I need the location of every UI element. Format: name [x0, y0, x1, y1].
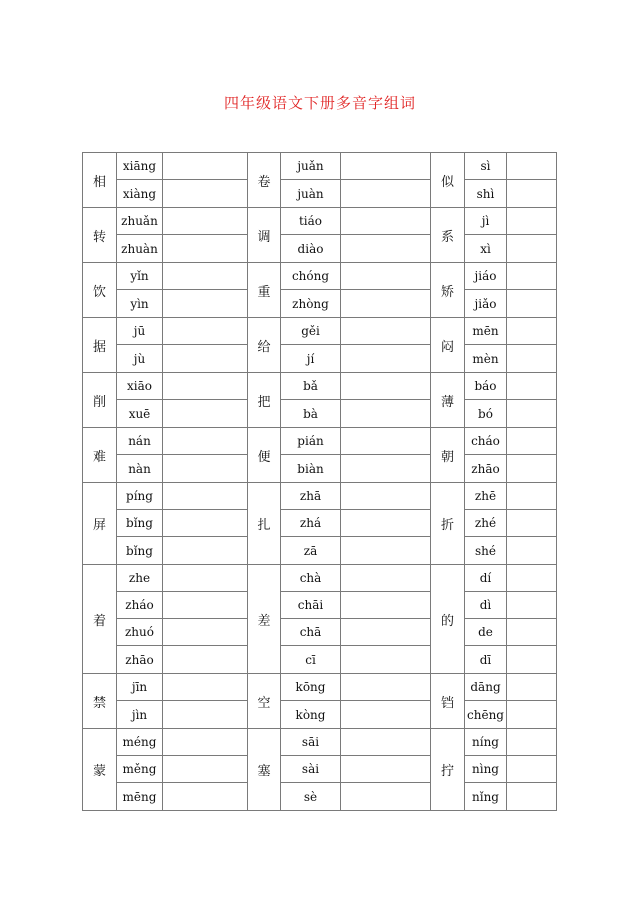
word-blank-cell[interactable] — [163, 646, 247, 673]
pinyin-cell: shé — [465, 537, 507, 564]
word-blank-cell[interactable] — [507, 153, 556, 179]
word-blank-cell[interactable] — [163, 565, 247, 591]
word-blank-cell[interactable] — [507, 510, 556, 536]
pinyin-cell: bó — [465, 400, 507, 427]
pinyin-cell: dī — [465, 646, 507, 673]
pinyin-cell: shì — [465, 180, 507, 207]
character-cell: 削 — [83, 373, 117, 427]
pinyin-cell: xiāng — [117, 153, 163, 179]
reading-row — [117, 783, 247, 810]
word-blank-cell[interactable] — [341, 318, 430, 344]
character-entry — [83, 483, 248, 564]
pinyin-cell: diào — [281, 235, 341, 262]
reading-row — [281, 674, 430, 701]
reading-row — [465, 729, 556, 756]
word-blank-cell[interactable] — [163, 400, 247, 427]
pinyin-cell: píng — [117, 483, 163, 509]
pinyin-cell: jū — [117, 318, 163, 344]
word-blank-cell[interactable] — [163, 208, 247, 234]
character-entry — [83, 318, 248, 372]
reading-row — [117, 619, 247, 646]
character-entry — [431, 373, 557, 427]
character-entry — [83, 208, 248, 262]
reading-row — [465, 373, 556, 400]
pinyin-cell: xuē — [117, 400, 163, 427]
word-blank-cell[interactable] — [163, 318, 247, 344]
character-cell: 朝 — [431, 428, 465, 482]
word-blank-cell[interactable] — [163, 455, 247, 482]
word-blank-cell[interactable] — [507, 483, 556, 509]
word-blank-cell[interactable] — [341, 592, 430, 618]
polyphone-table — [82, 152, 557, 811]
character-entry — [83, 428, 248, 482]
character-cell: 空 — [248, 674, 281, 728]
pinyin-cell: zháo — [117, 592, 163, 618]
reading-row — [281, 208, 430, 235]
table-row — [83, 483, 557, 565]
character-entry — [248, 729, 431, 810]
character-entry — [248, 674, 431, 728]
character-cell: 蒙 — [83, 729, 117, 810]
character-cell: 把 — [248, 373, 281, 427]
pinyin-cell: zā — [281, 537, 341, 564]
pinyin-cell: níng — [465, 729, 507, 755]
reading-row — [117, 674, 247, 701]
character-cell: 矫 — [431, 263, 465, 317]
character-entry — [431, 674, 557, 728]
pinyin-cell: jìn — [117, 701, 163, 728]
word-blank-cell[interactable] — [507, 318, 556, 344]
pinyin-cell: zhuàn — [117, 235, 163, 262]
pinyin-cell: zhuǎn — [117, 208, 163, 234]
word-blank-cell[interactable] — [341, 235, 430, 262]
word-blank-cell[interactable] — [163, 428, 247, 454]
pinyin-cell: xiāo — [117, 373, 163, 399]
reading-row — [465, 208, 556, 235]
character-entry — [431, 208, 557, 262]
reading-row — [465, 318, 556, 345]
reading-row — [465, 565, 556, 592]
character-cell: 据 — [83, 318, 117, 372]
reading-row — [465, 483, 556, 510]
word-blank-cell[interactable] — [507, 619, 556, 645]
reading-row — [117, 345, 247, 372]
reading-row — [281, 455, 430, 482]
pinyin-cell: yìn — [117, 290, 163, 317]
word-blank-cell[interactable] — [341, 208, 430, 234]
word-blank-cell[interactable] — [163, 483, 247, 509]
pinyin-cell: jiáo — [465, 263, 507, 289]
character-entry — [248, 318, 431, 372]
reading-row — [281, 263, 430, 290]
pinyin-cell: jīn — [117, 674, 163, 700]
pinyin-cell: juǎn — [281, 153, 341, 179]
pinyin-cell: kòng — [281, 701, 341, 728]
reading-row — [117, 235, 247, 262]
reading-row — [281, 646, 430, 673]
table-row — [83, 208, 557, 263]
character-cell: 给 — [248, 318, 281, 372]
pinyin-cell: chāi — [281, 592, 341, 618]
word-blank-cell[interactable] — [507, 208, 556, 234]
character-cell: 塞 — [248, 729, 281, 810]
pinyin-cell: sāi — [281, 729, 341, 755]
word-blank-cell[interactable] — [341, 565, 430, 591]
table-row — [83, 263, 557, 318]
pinyin-cell: jiǎo — [465, 290, 507, 317]
pinyin-cell: zhá — [281, 510, 341, 536]
pinyin-cell: nìng — [465, 756, 507, 782]
pinyin-cell: zhā — [281, 483, 341, 509]
reading-row — [117, 373, 247, 400]
reading-row — [117, 318, 247, 345]
pinyin-cell: bǐng — [117, 510, 163, 536]
character-cell: 闷 — [431, 318, 465, 372]
pinyin-cell: báo — [465, 373, 507, 399]
character-entry — [431, 318, 557, 372]
reading-row — [117, 208, 247, 235]
character-entry — [431, 263, 557, 317]
pinyin-cell: zhòng — [281, 290, 341, 317]
character-entry — [431, 729, 557, 810]
character-entry — [431, 153, 557, 207]
reading-row — [117, 180, 247, 207]
pinyin-cell: sè — [281, 783, 341, 810]
word-blank-cell[interactable] — [341, 537, 430, 564]
page-title: 四年级语文下册多音字组词 — [223, 94, 416, 112]
reading-row — [465, 674, 556, 701]
table-row — [83, 153, 557, 208]
character-cell: 转 — [83, 208, 117, 262]
pinyin-cell: dì — [465, 592, 507, 618]
reading-row — [117, 592, 247, 619]
pinyin-cell: sì — [465, 153, 507, 179]
reading-row — [281, 318, 430, 345]
reading-row — [465, 619, 556, 646]
reading-row — [117, 756, 247, 783]
reading-row — [465, 510, 556, 537]
word-blank-cell[interactable] — [507, 646, 556, 673]
word-blank-cell[interactable] — [507, 290, 556, 317]
pinyin-cell: zhe — [117, 565, 163, 591]
reading-row — [465, 235, 556, 262]
reading-row — [465, 180, 556, 207]
character-cell: 相 — [83, 153, 117, 207]
pinyin-cell: zhāo — [465, 455, 507, 482]
word-blank-cell[interactable] — [163, 263, 247, 289]
word-blank-cell[interactable] — [341, 783, 430, 810]
reading-row — [465, 646, 556, 673]
word-blank-cell[interactable] — [507, 180, 556, 207]
pinyin-cell: jí — [281, 345, 341, 372]
reading-row — [465, 783, 556, 810]
character-entry — [248, 483, 431, 564]
character-entry — [83, 729, 248, 810]
pinyin-cell: mēng — [117, 783, 163, 810]
pinyin-cell: zhé — [465, 510, 507, 536]
word-blank-cell[interactable] — [507, 400, 556, 427]
pinyin-cell: chā — [281, 619, 341, 645]
word-blank-cell[interactable] — [163, 153, 247, 179]
reading-row — [117, 537, 247, 564]
character-cell: 卷 — [248, 153, 281, 207]
word-blank-cell[interactable] — [341, 729, 430, 755]
character-entry — [431, 483, 557, 564]
pinyin-cell: bǐng — [117, 537, 163, 564]
character-cell: 着 — [83, 565, 117, 673]
reading-row — [281, 756, 430, 783]
word-blank-cell[interactable] — [341, 373, 430, 399]
word-blank-cell[interactable] — [163, 345, 247, 372]
word-blank-cell[interactable] — [163, 290, 247, 317]
pinyin-cell: bǎ — [281, 373, 341, 399]
reading-row — [117, 565, 247, 592]
word-blank-cell[interactable] — [341, 619, 430, 645]
character-cell: 屏 — [83, 483, 117, 564]
character-cell: 难 — [83, 428, 117, 482]
word-blank-cell[interactable] — [507, 756, 556, 782]
reading-row — [281, 400, 430, 427]
pinyin-cell: nán — [117, 428, 163, 454]
word-blank-cell[interactable] — [341, 510, 430, 536]
table-row — [83, 674, 557, 729]
word-blank-cell[interactable] — [507, 345, 556, 372]
pinyin-cell: juàn — [281, 180, 341, 207]
pinyin-cell: cī — [281, 646, 341, 673]
pinyin-cell: dāng — [465, 674, 507, 700]
word-blank-cell[interactable] — [163, 235, 247, 262]
reading-row — [465, 756, 556, 783]
pinyin-cell: gěi — [281, 318, 341, 344]
reading-row — [281, 510, 430, 537]
pinyin-cell: xiàng — [117, 180, 163, 207]
character-entry — [431, 428, 557, 482]
pinyin-cell: cháo — [465, 428, 507, 454]
pinyin-cell: nàn — [117, 455, 163, 482]
reading-row — [465, 428, 556, 455]
word-blank-cell[interactable] — [341, 483, 430, 509]
character-cell: 薄 — [431, 373, 465, 427]
character-entry — [248, 373, 431, 427]
word-blank-cell[interactable] — [163, 619, 247, 645]
character-entry — [83, 373, 248, 427]
pinyin-cell: sài — [281, 756, 341, 782]
character-entry — [83, 153, 248, 207]
pinyin-cell: chà — [281, 565, 341, 591]
character-cell: 的 — [431, 565, 465, 673]
reading-row — [465, 455, 556, 482]
pinyin-cell: yǐn — [117, 263, 163, 289]
reading-row — [281, 235, 430, 262]
word-blank-cell[interactable] — [507, 729, 556, 755]
word-blank-cell[interactable] — [163, 373, 247, 399]
word-blank-cell[interactable] — [507, 592, 556, 618]
reading-row — [465, 290, 556, 317]
word-blank-cell[interactable] — [507, 783, 556, 810]
reading-row — [281, 592, 430, 619]
reading-row — [281, 783, 430, 810]
reading-row — [117, 483, 247, 510]
reading-row — [465, 153, 556, 180]
reading-row — [281, 701, 430, 728]
table-row — [83, 318, 557, 373]
character-entry — [248, 263, 431, 317]
reading-row — [117, 290, 247, 317]
character-cell: 铛 — [431, 674, 465, 728]
character-entry — [248, 153, 431, 207]
reading-row — [465, 537, 556, 564]
word-blank-cell[interactable] — [341, 455, 430, 482]
character-entry — [248, 565, 431, 673]
word-blank-cell[interactable] — [163, 756, 247, 782]
pinyin-cell: měng — [117, 756, 163, 782]
word-blank-cell[interactable] — [341, 290, 430, 317]
reading-row — [465, 345, 556, 372]
pinyin-cell: pián — [281, 428, 341, 454]
word-blank-cell[interactable] — [341, 428, 430, 454]
reading-row — [281, 483, 430, 510]
character-entry — [248, 208, 431, 262]
word-blank-cell[interactable] — [507, 701, 556, 728]
reading-row — [281, 290, 430, 317]
reading-row — [117, 646, 247, 673]
reading-row — [117, 400, 247, 427]
word-blank-cell[interactable] — [163, 701, 247, 728]
word-blank-cell[interactable] — [507, 674, 556, 700]
reading-row — [281, 180, 430, 207]
word-blank-cell[interactable] — [163, 510, 247, 536]
character-cell: 饮 — [83, 263, 117, 317]
character-cell: 差 — [248, 565, 281, 673]
table-row — [83, 729, 557, 811]
pinyin-cell: mèn — [465, 345, 507, 372]
word-blank-cell[interactable] — [341, 400, 430, 427]
word-blank-cell[interactable] — [163, 180, 247, 207]
reading-row — [117, 263, 247, 290]
reading-row — [465, 400, 556, 427]
table-row — [83, 373, 557, 428]
word-blank-cell[interactable] — [341, 674, 430, 700]
pinyin-cell: mēn — [465, 318, 507, 344]
table-row — [83, 565, 557, 674]
pinyin-cell: de — [465, 619, 507, 645]
pinyin-cell: biàn — [281, 455, 341, 482]
word-blank-cell[interactable] — [341, 180, 430, 207]
character-cell: 调 — [248, 208, 281, 262]
pinyin-cell: zhē — [465, 483, 507, 509]
character-cell: 重 — [248, 263, 281, 317]
word-blank-cell[interactable] — [341, 646, 430, 673]
character-entry — [248, 428, 431, 482]
pinyin-cell: nǐng — [465, 783, 507, 810]
pinyin-cell: chóng — [281, 263, 341, 289]
word-blank-cell[interactable] — [341, 263, 430, 289]
word-blank-cell[interactable] — [507, 235, 556, 262]
reading-row — [281, 153, 430, 180]
reading-row — [281, 729, 430, 756]
pinyin-cell: kōng — [281, 674, 341, 700]
character-cell: 系 — [431, 208, 465, 262]
word-blank-cell[interactable] — [507, 455, 556, 482]
reading-row — [117, 153, 247, 180]
reading-row — [281, 428, 430, 455]
pinyin-cell: jì — [465, 208, 507, 234]
word-blank-cell[interactable] — [507, 373, 556, 399]
reading-row — [281, 565, 430, 592]
word-blank-cell[interactable] — [507, 263, 556, 289]
reading-row — [117, 428, 247, 455]
word-blank-cell[interactable] — [341, 153, 430, 179]
character-entry — [83, 565, 248, 673]
character-cell: 扎 — [248, 483, 281, 564]
character-cell: 禁 — [83, 674, 117, 728]
character-entry — [83, 674, 248, 728]
reading-row — [465, 592, 556, 619]
pinyin-cell: bà — [281, 400, 341, 427]
pinyin-cell: tiáo — [281, 208, 341, 234]
reading-row — [281, 345, 430, 372]
word-blank-cell[interactable] — [507, 428, 556, 454]
table-row — [83, 428, 557, 483]
reading-row — [117, 510, 247, 537]
character-cell: 便 — [248, 428, 281, 482]
pinyin-cell: xì — [465, 235, 507, 262]
word-blank-cell[interactable] — [341, 756, 430, 782]
word-blank-cell[interactable] — [163, 592, 247, 618]
pinyin-cell: méng — [117, 729, 163, 755]
character-cell: 折 — [431, 483, 465, 564]
reading-row — [281, 537, 430, 564]
character-entry — [83, 263, 248, 317]
word-blank-cell[interactable] — [507, 537, 556, 564]
word-blank-cell[interactable] — [341, 701, 430, 728]
pinyin-cell: chēng — [465, 701, 507, 728]
reading-row — [117, 729, 247, 756]
reading-row — [281, 619, 430, 646]
pinyin-cell: dí — [465, 565, 507, 591]
word-blank-cell[interactable] — [507, 565, 556, 591]
reading-row — [117, 455, 247, 482]
word-blank-cell[interactable] — [163, 537, 247, 564]
word-blank-cell[interactable] — [341, 345, 430, 372]
character-entry — [431, 565, 557, 673]
pinyin-cell: jù — [117, 345, 163, 372]
character-cell: 似 — [431, 153, 465, 207]
word-blank-cell[interactable] — [163, 729, 247, 755]
character-cell: 拧 — [431, 729, 465, 810]
reading-row — [465, 701, 556, 728]
word-blank-cell[interactable] — [163, 783, 247, 810]
reading-row — [117, 701, 247, 728]
pinyin-cell: zhuó — [117, 619, 163, 645]
pinyin-cell: zhāo — [117, 646, 163, 673]
word-blank-cell[interactable] — [163, 674, 247, 700]
reading-row — [281, 373, 430, 400]
reading-row — [465, 263, 556, 290]
